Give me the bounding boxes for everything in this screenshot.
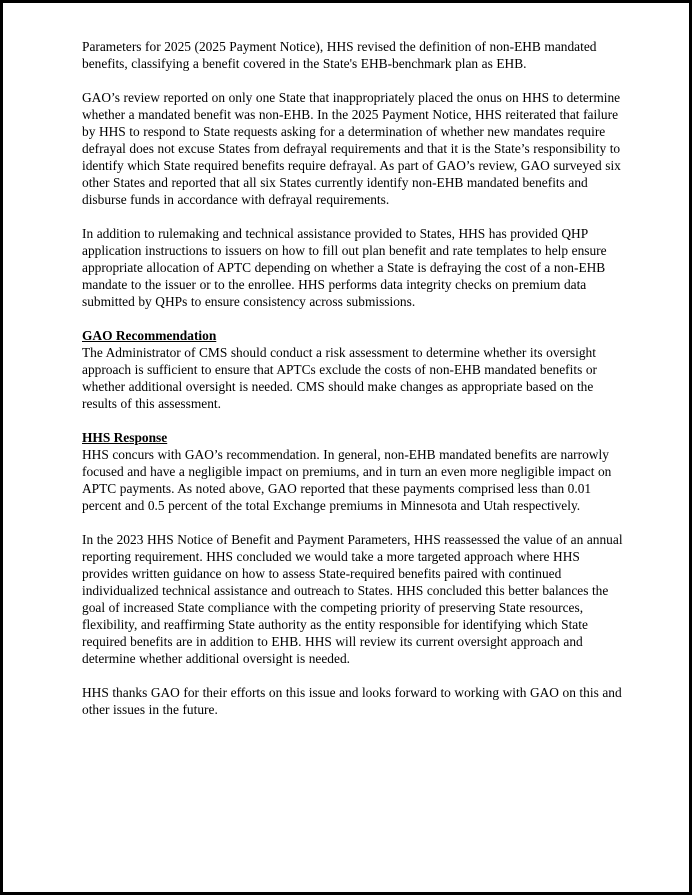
paragraph-hhs-concurs: HHS concurs with GAO’s recommendation. In general, non-EHB mandated benefits are narrowly focused and have a negligible impact on premiums, and in turn an even more negligible impact on APTC payments. As noted above, GAO reported that these payments comprised less than 0.01 percent and 0.5 percent of the total Exchange premiums in Minnesota and Utah respectively. <box>82 447 612 513</box>
paragraph-gao-review-findings: GAO’s review reported on only one State that inappropriately placed the onus on HHS to determine whether a mandated benefit was non-EHB. In the 2025 Payment Notice, HHS reiterated that failure by HHS to respond to State requests asking for a determination of whether new mandates require defrayal does not excuse States from defrayal requirements and that it is the State’s responsibility to identify which State required benefits require defrayal. As part of GAO’s review, GAO surveyed six other States and reported that all six States currently identify non-EHB mandated benefits and disburse funds in accordance with defrayal requirements. <box>82 90 621 207</box>
section-heading-hhs-response: HHS Response <box>82 430 168 445</box>
paragraph-2023-notice-reassessment: In the 2023 HHS Notice of Benefit and Payment Parameters, HHS reassessed the value of an annual reporting requirement. HHS concluded we would take a more targeted approach where HHS provides written guidance on how to assess State-required benefits paired with continued individualized technical assistance and outreach to States. HHS concluded this better balances the goal of increased State compliance with the competing priority of preserving State resources, flexibility, and reaffirming State authority as the entity responsible for identifying which State required benefits are in addition to EHB. HHS will review its current oversight approach and determine whether additional oversight is needed. <box>82 532 623 666</box>
paragraph-gao-recommendation-body: The Administrator of CMS should conduct a risk assessment to determine whether its oversight approach is sufficient to ensure that APTCs exclude the costs of non-EHB mandated benefits or whether additional oversight is needed. CMS should make changes as appropriate based on the results of this assessment. <box>82 345 597 411</box>
paragraph-payment-notice-definition: Parameters for 2025 (2025 Payment Notice), HHS revised the definition of non-EHB mandated benefits, classifying a benefit covered in the State's EHB-benchmark plan as EHB. <box>82 39 597 71</box>
page-content <box>3 3 689 718</box>
section-heading-gao-recommendation: GAO Recommendation <box>82 328 217 343</box>
paragraph-rulemaking-technical-assistance: In addition to rulemaking and technical assistance provided to States, HHS has provided QHP application instructions to issuers on how to fill out plan benefit and rate templates to help ensure appropriate allocation of APTC depending on whether a State is defraying the cost of a non-EHB mandate to the issuer or to the enrollee. HHS performs data integrity checks on premium data submitted by QHPs to ensure consistency across submissions. <box>82 226 607 309</box>
paragraph-hhs-thanks-gao: HHS thanks GAO for their efforts on this issue and looks forward to working with GAO on this and other issues in the future. <box>82 685 622 717</box>
